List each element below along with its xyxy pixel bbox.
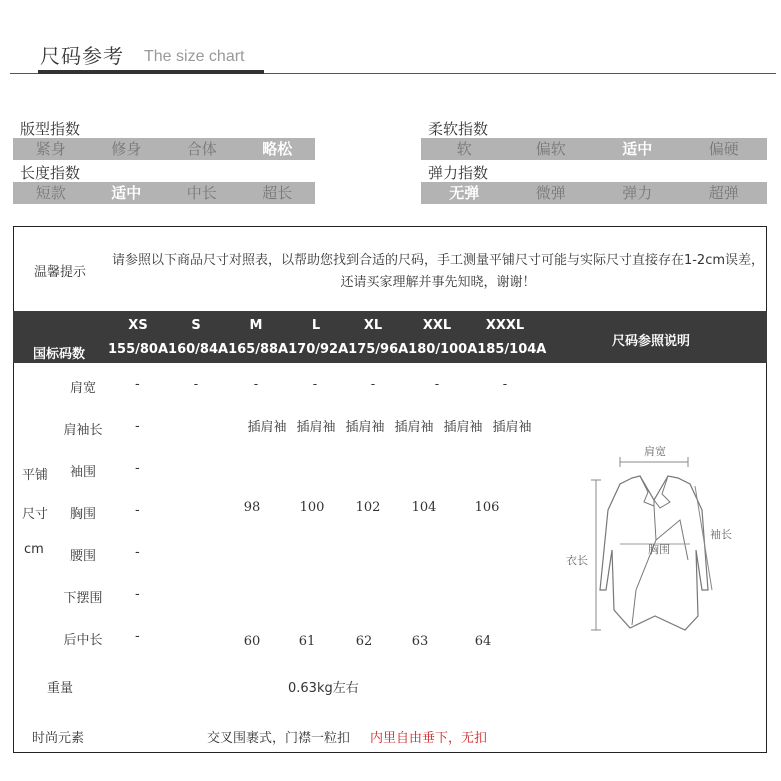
fashion-elements-label: 时尚元素: [32, 731, 85, 746]
back-length-2: 61: [298, 634, 316, 649]
xs-waist: -: [135, 545, 140, 560]
sleeve-type-1: 插肩袖: [247, 420, 287, 435]
shoulder-l: -: [312, 377, 318, 392]
back-length-3: 62: [355, 634, 373, 649]
xs-sleeve-circ: -: [135, 461, 140, 476]
coat-measurement-diagram: [560, 440, 750, 640]
length-option: 短款: [35, 184, 66, 202]
elasticity-index-label: 弹力指数: [428, 164, 489, 182]
xs-hem: -: [135, 587, 140, 602]
back-length-4: 63: [411, 634, 429, 649]
gb-standards: 155/80A160/84A165/88A170/92A175/96A180/100A185/104A: [108, 342, 547, 357]
xs-shoulder: -: [135, 377, 140, 392]
diagram-chest-label: 胸围: [648, 543, 670, 556]
softness-option-selected: 适中: [622, 140, 653, 158]
size-xl: XL: [363, 318, 383, 333]
xs-back-length: -: [135, 629, 140, 644]
sleeve-type-6: 插肩袖: [492, 420, 532, 435]
length-index-label: 长度指数: [20, 164, 81, 182]
diagram-shoulder-label: 肩宽: [644, 445, 666, 458]
length-option-selected: 适中: [111, 184, 142, 202]
chest-4: 104: [411, 500, 437, 515]
fit-index-label: 版型指数: [20, 120, 81, 138]
length-option: 超长: [262, 184, 293, 202]
fit-option-selected: 略松: [262, 140, 293, 158]
shoulder-xxxl: -: [502, 377, 508, 392]
softness-index-bar: [421, 138, 767, 160]
side-label-size: 尺寸: [22, 507, 49, 522]
chest-2: 100: [299, 500, 325, 515]
elasticity-index-bar: [421, 182, 767, 204]
shoulder-m: -: [253, 377, 259, 392]
row-label-waist: 腰围: [69, 549, 96, 564]
gb-size-label: 国标码数: [33, 347, 86, 362]
shoulder-xxl: -: [434, 377, 440, 392]
softness-option: 软: [456, 140, 472, 158]
softness-option: 偏硬: [708, 140, 739, 158]
row-label-back-length: 后中长: [63, 633, 103, 648]
chest-1: 98: [243, 500, 261, 515]
side-label-unit: cm: [24, 542, 44, 557]
row-label-shoulder-sleeve: 肩袖长: [63, 423, 103, 438]
diagram-length-label: 衣长: [566, 554, 588, 567]
header-underline: [38, 70, 264, 74]
tip-text: 请参照以下商品尺寸对照表，以帮助您找到合适的尺码，手工测量平铺尺寸可能与实际尺寸直接存在1-2cm误差，还请买家理解并事先知晓，谢谢！: [111, 253, 765, 290]
length-option: 中长: [186, 184, 217, 202]
fit-option: 修身: [111, 140, 142, 158]
shoulder-s: -: [193, 377, 199, 392]
elasticity-option: 微弹: [535, 184, 566, 202]
sleeve-type-5: 插肩袖: [443, 420, 483, 435]
tip-label: 温馨提示: [34, 265, 87, 280]
row-label-sleeve-circ: 袖围: [69, 465, 96, 480]
row-label-shoulder: 肩宽: [69, 381, 96, 396]
weight-label: 重量: [47, 681, 74, 696]
size-reference-label: 尺码参照说明: [612, 334, 691, 349]
size-xxxl: XXXL: [485, 318, 525, 333]
shoulder-xl: -: [370, 377, 376, 392]
chest-5: 106: [474, 500, 500, 515]
fashion-elements-note: 内里自由垂下，无扣: [370, 731, 488, 746]
elasticity-option: 超弹: [708, 184, 739, 202]
softness-option: 偏软: [535, 140, 566, 158]
fit-index-bar: [13, 138, 315, 160]
back-length-1: 60: [243, 634, 261, 649]
sleeve-type-2: 插肩袖: [296, 420, 336, 435]
row-label-chest: 胸围: [69, 507, 96, 522]
page-title: 尺码参考: [40, 44, 124, 68]
size-s: S: [191, 318, 201, 333]
fit-option: 合体: [186, 140, 217, 158]
fashion-elements-value: 交叉围裹式，门襟一粒扣: [207, 731, 351, 746]
elasticity-option-selected: 无弹: [449, 184, 480, 202]
side-label-flat: 平铺: [22, 468, 49, 483]
diagram-sleeve-label: 袖长: [710, 528, 732, 541]
row-label-hem: 下摆围: [63, 591, 103, 606]
size-l: L: [311, 318, 321, 333]
size-xxl: XXL: [422, 318, 452, 333]
chest-3: 102: [355, 500, 381, 515]
page-subtitle: The size chart: [144, 48, 245, 65]
weight-value: 0.63kg左右: [288, 681, 359, 696]
fit-option: 紧身: [35, 140, 66, 158]
size-m: M: [249, 318, 263, 333]
sleeve-type-3: 插肩袖: [345, 420, 385, 435]
length-index-bar: [13, 182, 315, 204]
sleeve-type-4: 插肩袖: [394, 420, 434, 435]
back-length-5: 64: [474, 634, 492, 649]
size-xs: XS: [128, 318, 148, 333]
xs-shoulder-sleeve: -: [135, 419, 140, 434]
xs-chest: -: [135, 503, 140, 518]
elasticity-option: 弹力: [622, 184, 653, 202]
softness-index-label: 柔软指数: [428, 120, 489, 138]
